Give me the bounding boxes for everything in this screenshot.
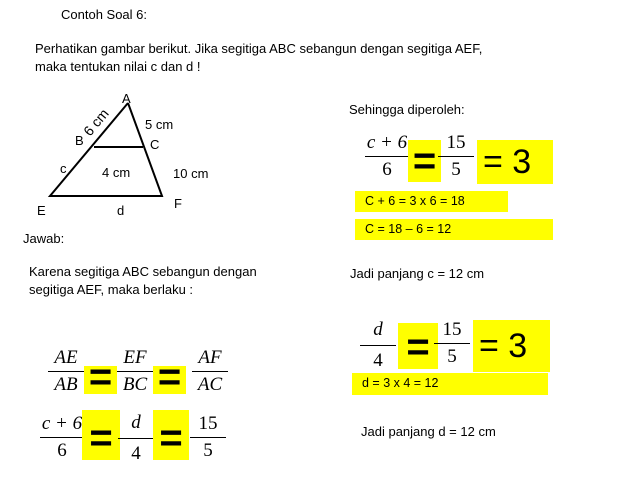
ratio-15-5 <box>186 412 230 463</box>
fraction-c6: c + 6 <box>366 132 408 153</box>
ratio-4: 4 <box>131 443 141 464</box>
fraction-15-5-a <box>434 131 478 182</box>
vertex-f: F <box>174 196 182 211</box>
ratio-ac: AC <box>197 374 223 395</box>
fraction-5-a: 5 <box>451 159 461 180</box>
ratio-5: 5 <box>203 440 213 461</box>
ratio-6: 6 <box>57 440 67 461</box>
ratio-c6: c + 6 <box>41 413 83 434</box>
ratio-c6-6 <box>36 412 88 463</box>
equals-three-1: = 3 <box>483 143 532 181</box>
result-c: Jadi panjang c = 12 cm <box>350 266 485 281</box>
label-c: c <box>60 161 67 176</box>
fraction-15-a: 15 <box>446 132 466 153</box>
vertex-e: E <box>37 203 46 218</box>
fraction-4: 4 <box>373 350 383 371</box>
question-line-1: Perhatikan gambar berikut. Jika segitiga ABC sebangun dengan segitiga AEF, <box>35 41 483 56</box>
equals-sign-6: = <box>406 325 430 369</box>
ratio-ae: AE <box>54 347 78 368</box>
vertex-a: A <box>122 91 131 106</box>
ratio-af-ac <box>188 346 232 397</box>
fraction-d: d <box>373 319 383 340</box>
explanation-line-1: Karena segitiga ABC sebangun dengan <box>29 264 257 279</box>
label-ac: 5 cm <box>145 117 174 132</box>
step-d-equals: d = 3 x 4 = 12 <box>352 373 548 395</box>
equals-sign-5: = <box>412 139 437 183</box>
sehingga-label: Sehingga diperoleh: <box>349 102 465 117</box>
label-bc: 4 cm <box>102 165 131 180</box>
equals-sign-3: = <box>89 416 113 460</box>
equals-sign-1: = <box>88 355 113 399</box>
equals-sign-4: = <box>159 416 183 460</box>
label-ab: 6 cm <box>80 105 112 139</box>
ratio-ae-ab <box>44 346 88 397</box>
page-title: Contoh Soal 6: <box>61 7 148 22</box>
result-d: Jadi panjang d = 12 cm <box>361 424 496 439</box>
step-c-equals: C = 18 – 6 = 12 <box>355 219 553 240</box>
vertex-b: B <box>75 133 84 148</box>
jawab-label: Jawab: <box>23 231 65 246</box>
fraction-15-b: 15 <box>442 319 462 340</box>
fraction-d-4 <box>356 316 400 375</box>
ratio-ab: AB <box>54 374 78 395</box>
label-d: d <box>117 203 125 218</box>
ratio-d-4 <box>114 409 158 468</box>
fraction-6: 6 <box>382 159 392 180</box>
ratio-bc: BC <box>122 374 148 395</box>
ratio-af: AF <box>198 347 222 368</box>
ratio-d: d <box>131 412 141 433</box>
step-c-plus-6: C + 6 = 3 x 6 = 18 <box>355 191 508 212</box>
explanation-line-2: segitiga AEF, maka berlaku : <box>29 282 194 297</box>
ratio-ef: EF <box>123 347 147 368</box>
vertex-c: C <box>150 137 160 152</box>
question-line-2: maka tentukan nilai c dan d ! <box>35 59 201 74</box>
fraction-5-b: 5 <box>447 346 457 367</box>
fraction-15-5-b <box>430 318 474 369</box>
ratio-15: 15 <box>198 413 218 434</box>
equals-sign-2: = <box>157 355 182 399</box>
equals-three-2: = 3 <box>479 327 528 365</box>
ratio-ef-bc <box>113 346 157 397</box>
label-cf: 10 cm <box>173 166 209 181</box>
fraction-c6-6 <box>361 131 413 182</box>
